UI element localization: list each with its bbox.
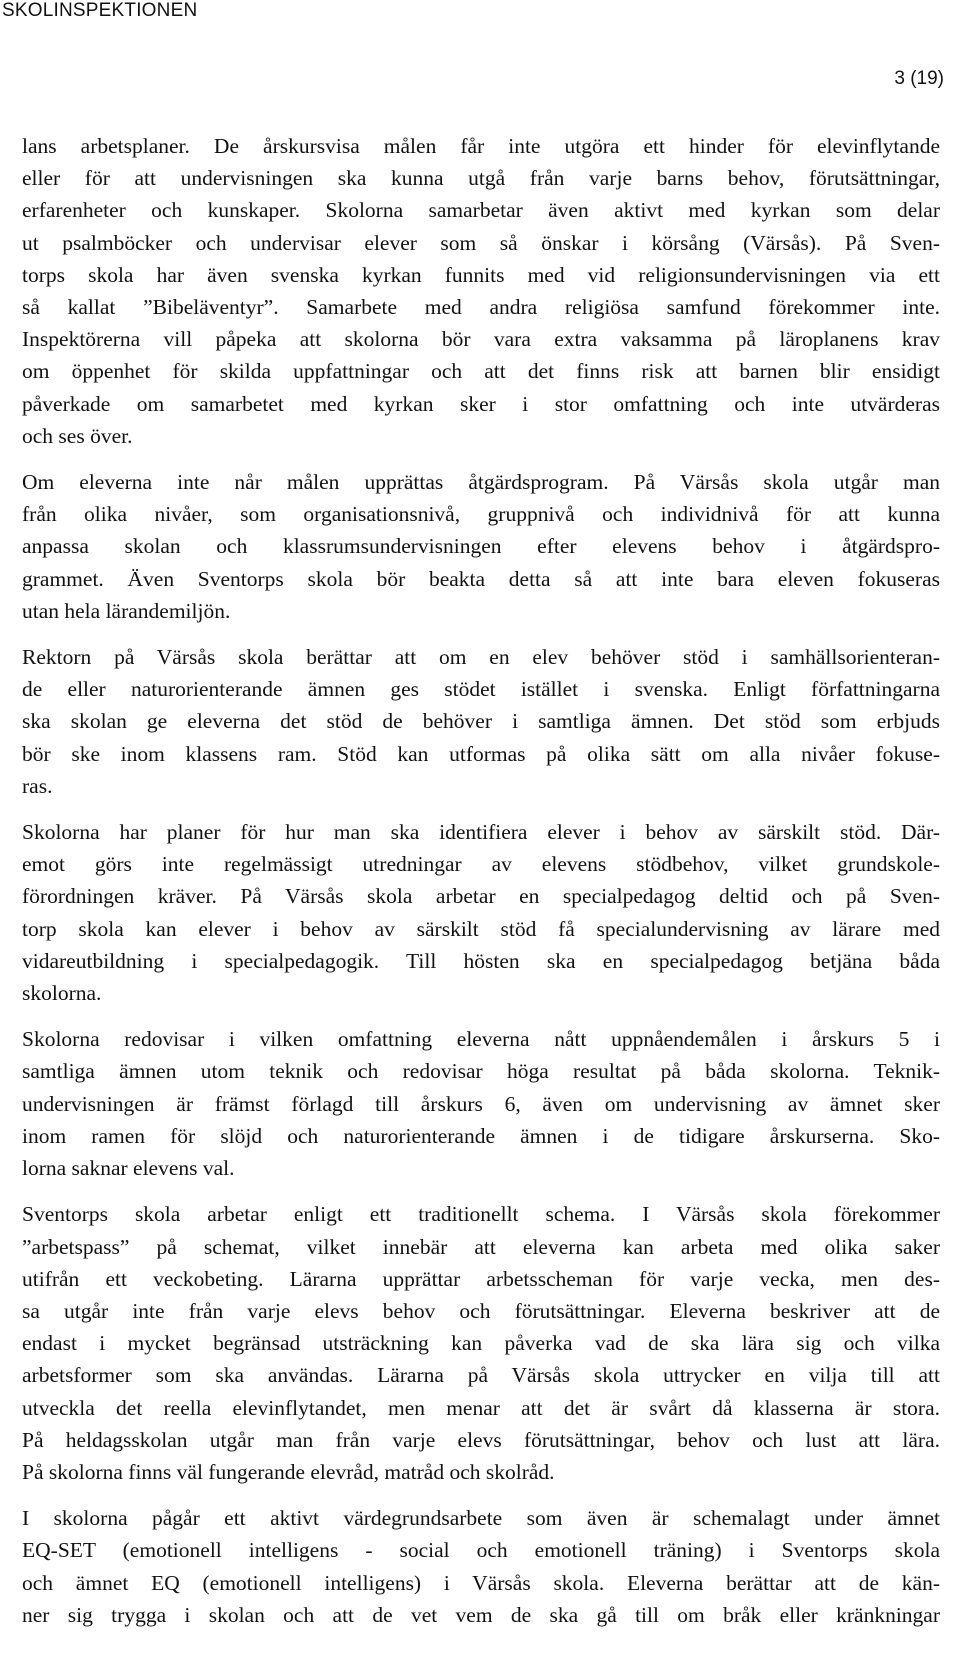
text-line: förordningen kräver. På Värsås skola arbetar en specialpedagog deltid och på Sven- <box>22 884 940 909</box>
text-line: grammet. Även Sventorps skola bör beakta detta så att inte bara eleven fokuseras <box>22 566 940 591</box>
text-line: vidareutbildning i specialpedagogik. Till hösten ska en specialpedagog betjäna båda <box>22 948 940 973</box>
text-line: torps skola har även svenska kyrkan funnits med vid religionsundervisningen via ett <box>22 262 940 287</box>
text-line: På skolorna finns väl fungerande elevråd, matråd och skolråd. <box>22 1459 555 1484</box>
text-line: lans arbetsplaner. De årskursvisa målen får inte utgöra ett hinder för elevinflytande <box>22 134 940 158</box>
text-line: från olika nivåer, som organisationsnivå, gruppnivå och individnivå för att kunna <box>22 502 940 527</box>
text-line: om öppenhet för skilda uppfattningar och att det finns risk att barnen blir ensidigt <box>22 359 940 384</box>
text-line: torp skola kan elever i behov av särskilt stöd få specialundervisning av lärare med <box>22 916 940 941</box>
text-line: erfarenheter och kunskaper. Skolorna samarbetar även aktivt med kyrkan som delar <box>22 198 940 223</box>
text-line: utifrån ett veckobeting. Lärarna upprättar arbetsscheman för varje vecka, men des- <box>22 1266 940 1291</box>
text-line: ner sig trygga i skolan och att de vet vem de ska gå till om bråk eller kränkningar <box>22 1602 940 1627</box>
text-line: påverkade om samarbetet med kyrkan sker i stor omfattning och inte utvärderas <box>22 391 940 416</box>
text-line: arbetsformer som ska användas. Lärarna på Värsås skola uttrycker en vilja till att <box>22 1363 940 1388</box>
text-line: utan hela lärandemiljön. <box>22 598 231 623</box>
paragraph <box>22 816 940 1009</box>
paragraph <box>22 130 940 452</box>
text-line: och ämnet EQ (emotionell intelligens) i Värsås skola. Eleverna berättar att de kän- <box>22 1570 940 1595</box>
paragraph <box>22 1502 940 1631</box>
text-line: Skolorna redovisar i vilken omfattning eleverna nått uppnåendemålen i årskurs 5 i <box>22 1027 940 1052</box>
text-line: samtliga ämnen utom teknik och redovisar höga resultat på båda skolorna. Teknik- <box>22 1059 940 1084</box>
paragraph <box>22 1198 940 1488</box>
paragraph <box>22 1023 940 1184</box>
paragraph <box>22 641 940 802</box>
text-line: emot görs inte regelmässigt utredningar av elevens stödbehov, vilket grundskole- <box>22 852 940 877</box>
text-line: sa utgår inte från varje elevs behov och förutsättningar. Eleverna beskriver att de <box>22 1298 940 1323</box>
text-line: ”arbetspass” på schemat, vilket innebär att eleverna kan arbeta med olika saker <box>22 1234 940 1259</box>
text-line: så kallat ”Bibeläventyr”. Samarbete med andra religiösa samfund förekommer inte. <box>22 295 940 320</box>
text-line: bör ske inom klassens ram. Stöd kan utformas på olika sätt om alla nivåer fokuse- <box>22 741 940 766</box>
text-line: Inspektörerna vill påpeka att skolorna bör vara extra vaksamma på läroplanens krav <box>22 327 940 352</box>
text-line: Skolorna har planer för hur man ska identifiera elever i behov av särskilt stöd. Där- <box>22 820 940 845</box>
text-line: ras. <box>22 773 53 798</box>
text-line: eller för att undervisningen ska kunna utgå från varje barns behov, förutsättningar, <box>22 166 940 191</box>
text-line: Sventorps skola arbetar enligt ett traditionellt schema. I Värsås skola förekommer <box>22 1202 940 1227</box>
text-line: ska skolan ge eleverna det stöd de behöver i samtliga ämnen. Det stöd som erbjuds <box>22 709 940 734</box>
text-line: På heldagsskolan utgår man från varje elevs förutsättningar, behov och lust att lära. <box>22 1427 940 1452</box>
page-number: 3 (19) <box>894 68 944 89</box>
text-line: utveckla det reella elevinflytandet, men menar att det är svårt då klasserna är stora. <box>22 1395 940 1420</box>
text-line: anpassa skolan och klassrumsundervisningen efter elevens behov i åtgärdspro- <box>22 534 940 559</box>
text-line: I skolorna pågår ett aktivt värdegrundsarbete som även är schemalagt under ämnet <box>22 1506 940 1531</box>
text-line: undervisningen är främst förlagd till årskurs 6, även om undervisning av ämnet sker <box>22 1091 940 1116</box>
paragraph <box>22 466 940 627</box>
text-line: Om eleverna inte når målen upprättas åtgärdsprogram. På Värsås skola utgår man <box>22 470 940 495</box>
document-body <box>22 130 940 1645</box>
organization-header: SKOLINSPEKTIONEN <box>2 0 198 21</box>
text-line: EQ-SET (emotionell intelligens - social och emotionell träning) i Sventorps skola <box>22 1538 940 1563</box>
text-line: skolorna. <box>22 981 102 1006</box>
text-line: inom ramen för slöjd och naturorienterande ämnen i de tidigare årskurserna. Sko- <box>22 1123 940 1148</box>
text-line: och ses över. <box>22 423 133 448</box>
text-line: ut psalmböcker och undervisar elever som så önskar i körsång (Värsås). På Sven- <box>22 230 940 255</box>
text-line: lorna saknar elevens val. <box>22 1156 235 1181</box>
text-line: de eller naturorienterande ämnen ges stödet istället i svenska. Enligt författningarna <box>22 677 940 702</box>
text-line: endast i mycket begränsad utsträckning kan påverka vad de ska lära sig och vilka <box>22 1331 940 1356</box>
text-line: Rektorn på Värsås skola berättar att om en elev behöver stöd i samhällsorienteran- <box>22 645 940 670</box>
